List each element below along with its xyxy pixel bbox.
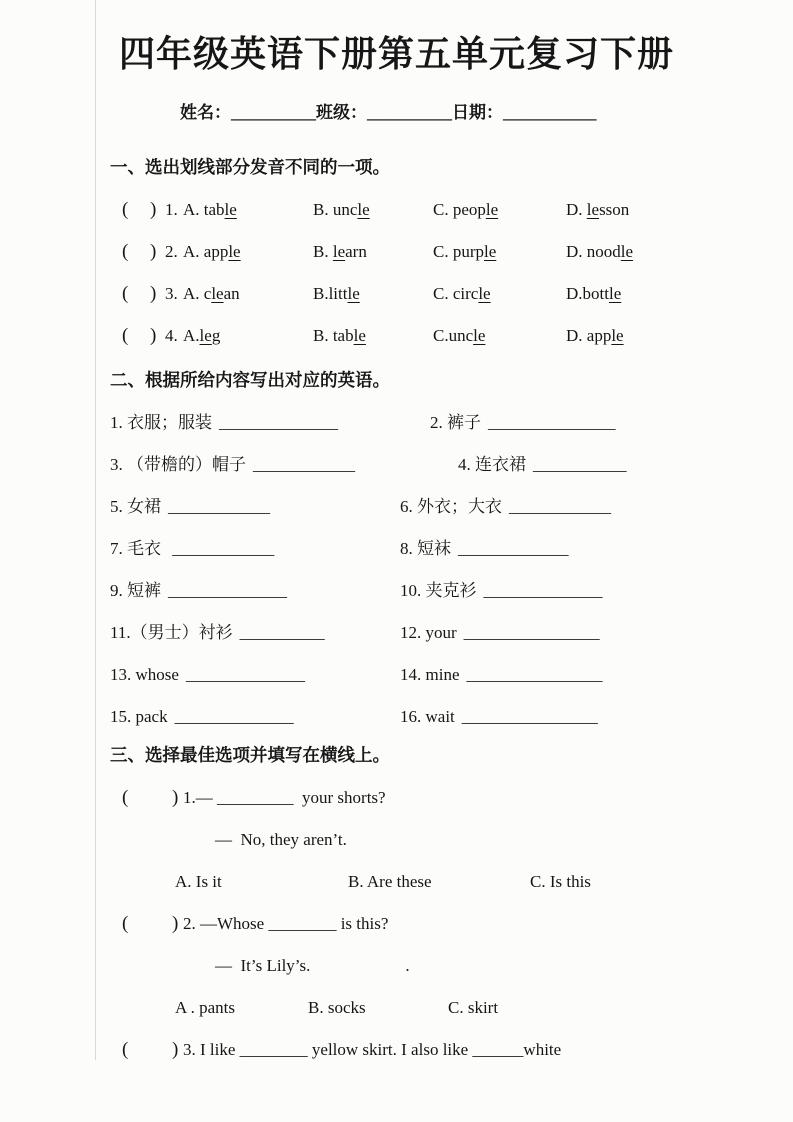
vocab-label: 10. 夹克衫 (400, 581, 477, 600)
option-tail: sson (599, 200, 630, 219)
answer-blank: ______________ (174, 707, 294, 726)
option-item (313, 281, 433, 306)
underlined-letters: le (228, 242, 241, 261)
answer-bracket-open: ( (122, 241, 129, 262)
answer-blank: ________________ (463, 623, 600, 642)
answer-bracket-open: ( (122, 1039, 129, 1060)
option-item (183, 239, 313, 264)
underlined-letters: le (478, 284, 491, 303)
option-head: A. c (183, 284, 212, 303)
option-item (566, 323, 624, 348)
phonics-question-row (122, 239, 793, 264)
option-head: A. tab (183, 200, 225, 219)
option-head: B. (313, 242, 333, 261)
answer-blank: _______________ (488, 413, 616, 432)
option-head: A. app (183, 242, 229, 261)
underlined-letters: le (211, 284, 224, 303)
option-head: C.unc (433, 326, 474, 345)
question1-options (175, 869, 793, 894)
underlined-letters: le (484, 242, 497, 261)
answer-bracket-close: ) (150, 325, 157, 346)
vocab-label: 6. 外衣；大衣 (400, 497, 502, 516)
option-head: C. circ (433, 284, 479, 303)
answer-bracket-close: ) (150, 283, 157, 304)
option-item (433, 197, 566, 222)
answer-blank: ____________ (509, 497, 611, 516)
vocab-item-left (110, 413, 338, 432)
option-tail: g (211, 326, 221, 345)
question-text: — _________ your shorts? (195, 788, 386, 807)
underlined-letters: le (485, 200, 499, 219)
vocab-label: 14. mine (400, 665, 460, 684)
underlined-letters: le (608, 284, 622, 303)
question-number: 3. (165, 284, 178, 303)
vocab-label: 15. pack (110, 707, 168, 726)
option-head: C. purp (433, 242, 484, 261)
underlined-letters: le (473, 326, 486, 345)
stray-period: . (405, 956, 410, 975)
option-tail: arn (345, 242, 367, 261)
answer-blank: _____________ (458, 539, 569, 558)
phonics-question-row (122, 281, 793, 306)
vocab-label: 16. wait (400, 707, 455, 726)
answer-bracket-open: ( (122, 199, 129, 220)
answer-blank: ____________ (253, 455, 355, 474)
date-label: 日期： (452, 103, 503, 122)
question-number: 4. (165, 326, 178, 345)
answer-blank: ______________ (483, 581, 603, 600)
option-item (433, 323, 566, 348)
section1-heading: 一、选出划线部分发音不同的一项。 (110, 157, 390, 177)
vocab-item-right (400, 578, 603, 603)
answer-text: — It’s Lily’s. (215, 956, 311, 975)
vocab-row (110, 578, 793, 603)
option-head: C. peop (433, 200, 486, 219)
vocab-item-left (110, 665, 305, 684)
answer-bracket-open: ( (122, 787, 129, 808)
section3-heading: 三、选择最佳选项并填写在横线上。 (110, 745, 390, 765)
option-head: A. (183, 326, 200, 345)
vocab-label: 9. 短裤 (110, 581, 161, 600)
question-number: 2. (165, 242, 178, 261)
underlined-letters: le (332, 242, 346, 261)
s3-question3-line (122, 1037, 793, 1062)
question-number: 1. (165, 200, 178, 219)
answer-bracket-close: ) (172, 787, 179, 808)
answer-blank: ________________ (461, 707, 598, 726)
underlined-letters: le (347, 284, 360, 303)
vocab-row (110, 536, 793, 561)
s3-question2-line (122, 911, 793, 936)
option-head: D. (566, 200, 587, 219)
vocab-row (110, 620, 793, 645)
student-name-blank: __________ (231, 103, 316, 122)
vocab-item-right (430, 410, 616, 435)
vocab-label: 11.（男士）衬衫 (110, 623, 233, 642)
class-blank: __________ (367, 103, 452, 122)
underlined-letters: le (353, 326, 366, 345)
option-head: D. nood (566, 242, 621, 261)
question-number: 3. (183, 1040, 196, 1059)
vocab-item-right (400, 494, 611, 519)
vocab-label: 3. （带檐的）帽子 (110, 455, 246, 474)
answer-bracket-close: ) (150, 199, 157, 220)
option-item: A. Is it (175, 872, 222, 891)
answer-bracket-open: ( (122, 325, 129, 346)
underlined-letters: le (620, 242, 634, 261)
vocab-item-left (110, 455, 355, 474)
option-tail: an (223, 284, 240, 303)
answer-text: — No, they aren’t. (215, 830, 347, 849)
vocab-row (110, 704, 793, 729)
option-item (183, 281, 313, 306)
answer-bracket-open: ( (122, 283, 129, 304)
answer-blank: ______________ (185, 665, 305, 684)
vocab-label: 4. 连衣裙 (458, 455, 526, 474)
answer-blank: ____________ (168, 539, 275, 558)
option-item (183, 323, 313, 348)
phonics-question-row (122, 323, 793, 348)
page-title: 四年级英语下册第五单元复习下册 (118, 33, 674, 74)
option-item (183, 197, 313, 222)
option-item (566, 197, 629, 222)
option-head: B. tab (313, 326, 354, 345)
option-item (313, 323, 433, 348)
underlined-letters: le (199, 326, 212, 345)
answer-blank: ______________ (168, 581, 287, 600)
vocab-item-left (110, 623, 325, 642)
underlined-letters: le (611, 326, 624, 345)
vocab-row (110, 662, 793, 687)
answer-bracket-close: ) (172, 1039, 179, 1060)
question-number: 1. (183, 788, 196, 807)
answer-bracket-close: ) (172, 913, 179, 934)
left-margin-line (95, 0, 96, 1060)
vocab-item-left (110, 707, 294, 726)
option-head: B.litt (313, 284, 348, 303)
vocab-item-right (458, 452, 627, 477)
section1-questions (0, 197, 793, 348)
vocab-label: 7. 毛衣 (110, 539, 161, 558)
answer-blank: ____________ (168, 497, 270, 516)
question-number: 2. (183, 914, 196, 933)
option-item (566, 239, 633, 264)
date-blank: ___________ (503, 103, 597, 122)
question-text: —Whose ________ is this? (195, 914, 389, 933)
phonics-question-row (122, 197, 793, 222)
vocab-item-right (400, 536, 569, 561)
vocab-item-right (400, 620, 600, 645)
option-item (433, 239, 566, 264)
vocab-label: 5. 女裙 (110, 497, 161, 516)
vocab-item-left (110, 581, 287, 600)
name-line (180, 100, 793, 125)
answer-blank: __________ (239, 623, 325, 642)
vocab-row (110, 410, 793, 435)
option-item: B. Are these (348, 872, 432, 891)
option-head: D.bott (566, 284, 609, 303)
option-head: B. unc (313, 200, 358, 219)
option-item: C. skirt (448, 998, 499, 1017)
question-text: I like ________ yellow skirt. I also like ______white (195, 1040, 562, 1059)
s3-question1-answer-line (215, 827, 793, 852)
s3-question1-line (122, 785, 793, 810)
question2-options (175, 995, 793, 1020)
vocab-item-left (110, 497, 270, 516)
option-item: A . pants (175, 998, 235, 1017)
vocab-label: 2. 裤子 (430, 413, 481, 432)
answer-bracket-open: ( (122, 913, 129, 934)
answer-blank: ______________ (219, 413, 338, 432)
vocab-item-right (400, 662, 603, 687)
vocab-row (110, 452, 793, 477)
option-item: B. socks (308, 998, 366, 1017)
vocab-label: 12. your (400, 623, 457, 642)
section2-rows (0, 410, 793, 729)
section2-heading: 二、根据所给内容写出对应的英语。 (110, 370, 390, 390)
vocab-item-right (400, 704, 598, 729)
option-item (313, 197, 433, 222)
vocab-label: 1. 衣服；服装 (110, 413, 212, 432)
s3-question2-answer-line (215, 953, 793, 978)
student-name-label: 姓名： (180, 103, 231, 122)
option-item (566, 281, 621, 306)
option-item: C. Is this (530, 872, 591, 891)
answer-blank: ________________ (466, 665, 603, 684)
option-head: D. app (566, 326, 612, 345)
underlined-letters: le (357, 200, 370, 219)
vocab-label: 8. 短袜 (400, 539, 451, 558)
option-item (433, 281, 566, 306)
vocab-label: 13. whose (110, 665, 179, 684)
option-item (313, 239, 433, 264)
underlined-letters: le (224, 200, 237, 219)
answer-blank: ___________ (533, 455, 627, 474)
vocab-row (110, 494, 793, 519)
underlined-letters: le (586, 200, 600, 219)
answer-bracket-close: ) (150, 241, 157, 262)
vocab-item-left (110, 539, 274, 558)
class-label: 班级： (316, 103, 367, 122)
